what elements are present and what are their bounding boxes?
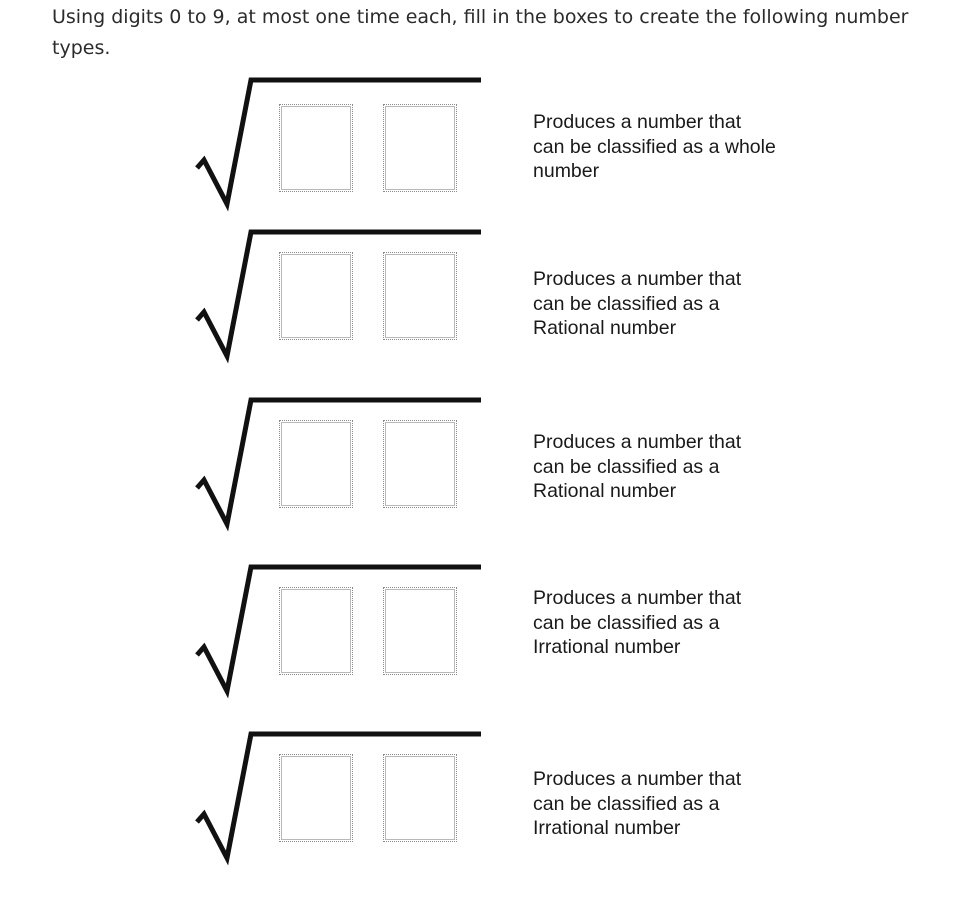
number-type-description: Produces a number that can be classified as a Irrational number: [533, 768, 742, 839]
digit-box-ones[interactable]: [383, 587, 457, 675]
problem-1: [0, 76, 978, 226]
digit-box-ones[interactable]: [383, 252, 457, 340]
number-type-description: Produces a number that can be classified as a Irrational number: [533, 587, 742, 658]
digit-box-tens[interactable]: [279, 754, 353, 842]
digit-box-ones[interactable]: [383, 420, 457, 508]
instructions-text: Using digits 0 to 9, at most one time each, fill in the boxes to create the following number types.: [52, 6, 909, 59]
digit-box-ones[interactable]: [383, 754, 457, 842]
problem-3: [0, 396, 978, 546]
digit-box-tens[interactable]: [279, 420, 353, 508]
number-type-description: Produces a number that can be classified as a Rational number: [533, 268, 742, 339]
number-type-description: Produces a number that can be classified as a Rational number: [533, 431, 742, 502]
digit-box-tens[interactable]: [279, 587, 353, 675]
digit-box-tens[interactable]: [279, 104, 353, 192]
problem-4: [0, 563, 978, 713]
problem-2: [0, 228, 978, 378]
problem-5: [0, 730, 978, 880]
digit-box-ones[interactable]: [383, 104, 457, 192]
digit-box-tens[interactable]: [279, 252, 353, 340]
number-type-description: Produces a number that can be classified as a whole number: [533, 111, 776, 182]
